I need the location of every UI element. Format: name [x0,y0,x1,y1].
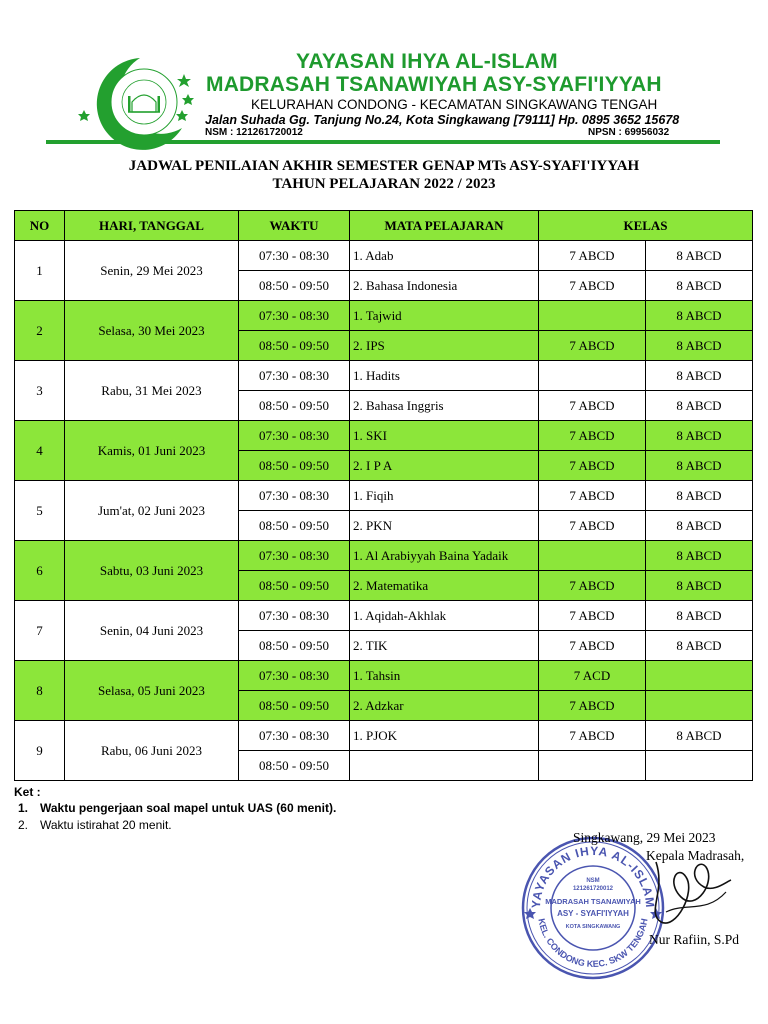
note-text: Waktu pengerjaan soal mapel untuk UAS (60 menit). [40,801,337,815]
letterhead [0,0,768,150]
slot-class7 [539,361,646,391]
day-number: 5 [15,481,65,541]
org-name-line2: MADRASAH TSANAWIYAH ASY-SYAFI'IYYAH [206,73,662,96]
slot-class7: 7 ABCD [539,691,646,721]
note-text: Waktu istirahat 20 menit. [40,818,172,832]
org-name-line1: YAYASAN IHYA AL-ISLAM [296,50,558,73]
npsn-number: NPSN : 69956032 [588,127,670,138]
day-number: 2 [15,301,65,361]
slot-class8: 8 ABCD [646,541,753,571]
slot-class8: 8 ABCD [646,391,753,421]
slot-class7 [539,541,646,571]
slot-class7: 7 ABCD [539,421,646,451]
school-logo-icon [78,52,198,152]
slot-class8: 8 ABCD [646,511,753,541]
slot-time: 07:30 - 08:30 [239,661,350,691]
slot-time: 07:30 - 08:30 [239,601,350,631]
table-row [15,301,753,331]
column-header-class: KELAS [539,211,753,241]
slot-time: 08:50 - 09:50 [239,631,350,661]
slot-class7 [539,751,646,781]
day-date: Selasa, 05 Juni 2023 [65,661,239,721]
slot-class8 [646,691,753,721]
column-header-no: NO [15,211,65,241]
day-date: Senin, 29 Mei 2023 [65,241,239,301]
note-number: 1. [18,801,29,815]
slot-class8: 8 ABCD [646,721,753,751]
slot-class7: 7 ABCD [539,481,646,511]
slot-subject: 2. IPS [350,331,539,361]
table-row [15,541,753,571]
day-date: Jum'at, 02 Juni 2023 [65,481,239,541]
slot-subject: 1. PJOK [350,721,539,751]
svg-text:MADRASAH TSANAWIYAH: MADRASAH TSANAWIYAH [545,897,641,906]
slot-subject: 1. Al Arabiyyah Baina Yadaik [350,541,539,571]
day-number: 9 [15,721,65,781]
slot-class8: 8 ABCD [646,271,753,301]
slot-class8: 8 ABCD [646,241,753,271]
slot-class8: 8 ABCD [646,331,753,361]
slot-class8 [646,751,753,781]
slot-class7: 7 ABCD [539,601,646,631]
slot-class8: 8 ABCD [646,301,753,331]
slot-time: 07:30 - 08:30 [239,541,350,571]
slot-subject: 1. Adab [350,241,539,271]
nsm-number: NSM : 121261720012 [205,127,303,138]
slot-subject: 2. I P A [350,451,539,481]
svg-text:KOTA SINGKAWANG: KOTA SINGKAWANG [565,924,621,930]
svg-text:KEL. CONDONG KEC. SKW TENGAH: KEL. CONDONG KEC. SKW TENGAH [536,917,650,970]
slot-class7: 7 ABCD [539,241,646,271]
signature-place-date: Singkawang, 29 Mei 2023 [573,830,716,845]
slot-class8: 8 ABCD [646,601,753,631]
svg-text:121261720012: 121261720012 [572,886,614,892]
slot-subject: 2. PKN [350,511,539,541]
slot-time: 08:50 - 09:50 [239,451,350,481]
slot-class8: 8 ABCD [646,571,753,601]
slot-time: 07:30 - 08:30 [239,721,350,751]
day-date: Rabu, 06 Juni 2023 [65,721,239,781]
slot-time: 08:50 - 09:50 [239,331,350,361]
slot-class7: 7 ABCD [539,451,646,481]
slot-subject [350,751,539,781]
day-number: 7 [15,601,65,661]
slot-class7: 7 ACD [539,661,646,691]
header-divider [46,140,720,144]
slot-time: 07:30 - 08:30 [239,361,350,391]
svg-text:YAYASAN IHYA AL-ISLAM: YAYASAN IHYA AL-ISLAM [528,843,658,909]
slot-time: 08:50 - 09:50 [239,391,350,421]
slot-subject: 1. Aqidah-Akhlak [350,601,539,631]
slot-subject: 2. Adzkar [350,691,539,721]
slot-time: 07:30 - 08:30 [239,421,350,451]
note-item [18,818,172,832]
slot-class8: 8 ABCD [646,481,753,511]
address-line1: KELURAHAN CONDONG - KECAMATAN SINGKAWANG TENGAH [251,97,658,112]
slot-class8: 8 ABCD [646,361,753,391]
slot-subject: 1. Fiqih [350,481,539,511]
slot-class7: 7 ABCD [539,721,646,751]
table-row [15,481,753,511]
day-number: 1 [15,241,65,301]
day-number: 8 [15,661,65,721]
slot-class8 [646,661,753,691]
day-number: 4 [15,421,65,481]
slot-class8: 8 ABCD [646,421,753,451]
note-item [18,801,336,815]
handwritten-signature-icon [636,852,736,932]
slot-class7: 7 ABCD [539,271,646,301]
exam-schedule-table [14,210,753,781]
slot-subject: 2. Bahasa Indonesia [350,271,539,301]
slot-class7: 7 ABCD [539,511,646,541]
slot-subject: 1. Tajwid [350,301,539,331]
slot-subject: 2. Bahasa Inggris [350,391,539,421]
signature-position: Kepala Madrasah, [646,848,745,863]
svg-text:ASY - SYAFI'IYYAH: ASY - SYAFI'IYYAH [557,909,629,918]
notes-label: Ket : [14,785,41,799]
signature-name: Nur Rafiin, S.Pd [649,932,740,947]
table-row [15,241,753,271]
slot-class8: 8 ABCD [646,451,753,481]
slot-time: 08:50 - 09:50 [239,751,350,781]
day-date: Sabtu, 03 Juni 2023 [65,541,239,601]
slot-class7: 7 ABCD [539,331,646,361]
slot-time: 08:50 - 09:50 [239,271,350,301]
day-date: Selasa, 30 Mei 2023 [65,301,239,361]
slot-subject: 1. SKI [350,421,539,451]
column-header-date: HARI, TANGGAL [65,211,239,241]
slot-time: 08:50 - 09:50 [239,511,350,541]
address-line2: Jalan Suhada Gg. Tanjung No.24, Kota Singkawang [79111] Hp. 0895 3652 15678 [205,113,680,127]
slot-subject: 1. Hadits [350,361,539,391]
document-title: JADWAL PENILAIAN AKHIR SEMESTER GENAP MTs ASY-SYAFI'IYYAH [128,158,640,174]
slot-subject: 2. Matematika [350,571,539,601]
column-header-time: WAKTU [239,211,350,241]
slot-class7: 7 ABCD [539,571,646,601]
column-header-subject: MATA PELAJARAN [350,211,539,241]
slot-subject: 1. Tahsin [350,661,539,691]
day-number: 6 [15,541,65,601]
slot-class7: 7 ABCD [539,391,646,421]
svg-text:NSM: NSM [586,878,600,884]
document-subtitle: TAHUN PELAJARAN 2022 / 2023 [272,176,496,192]
slot-time: 07:30 - 08:30 [239,301,350,331]
table-row [15,421,753,451]
table-row [15,361,753,391]
slot-time: 07:30 - 08:30 [239,241,350,271]
slot-class7 [539,301,646,331]
day-number: 3 [15,361,65,421]
slot-class7: 7 ABCD [539,631,646,661]
day-date: Rabu, 31 Mei 2023 [65,361,239,421]
table-row [15,601,753,631]
slot-time: 07:30 - 08:30 [239,481,350,511]
slot-time: 08:50 - 09:50 [239,691,350,721]
slot-class8: 8 ABCD [646,631,753,661]
table-row [15,661,753,691]
slot-time: 08:50 - 09:50 [239,571,350,601]
note-number: 2. [18,818,29,832]
table-header-row [15,211,753,241]
day-date: Kamis, 01 Juni 2023 [65,421,239,481]
day-date: Senin, 04 Juni 2023 [65,601,239,661]
slot-subject: 2. TIK [350,631,539,661]
table-row [15,721,753,751]
